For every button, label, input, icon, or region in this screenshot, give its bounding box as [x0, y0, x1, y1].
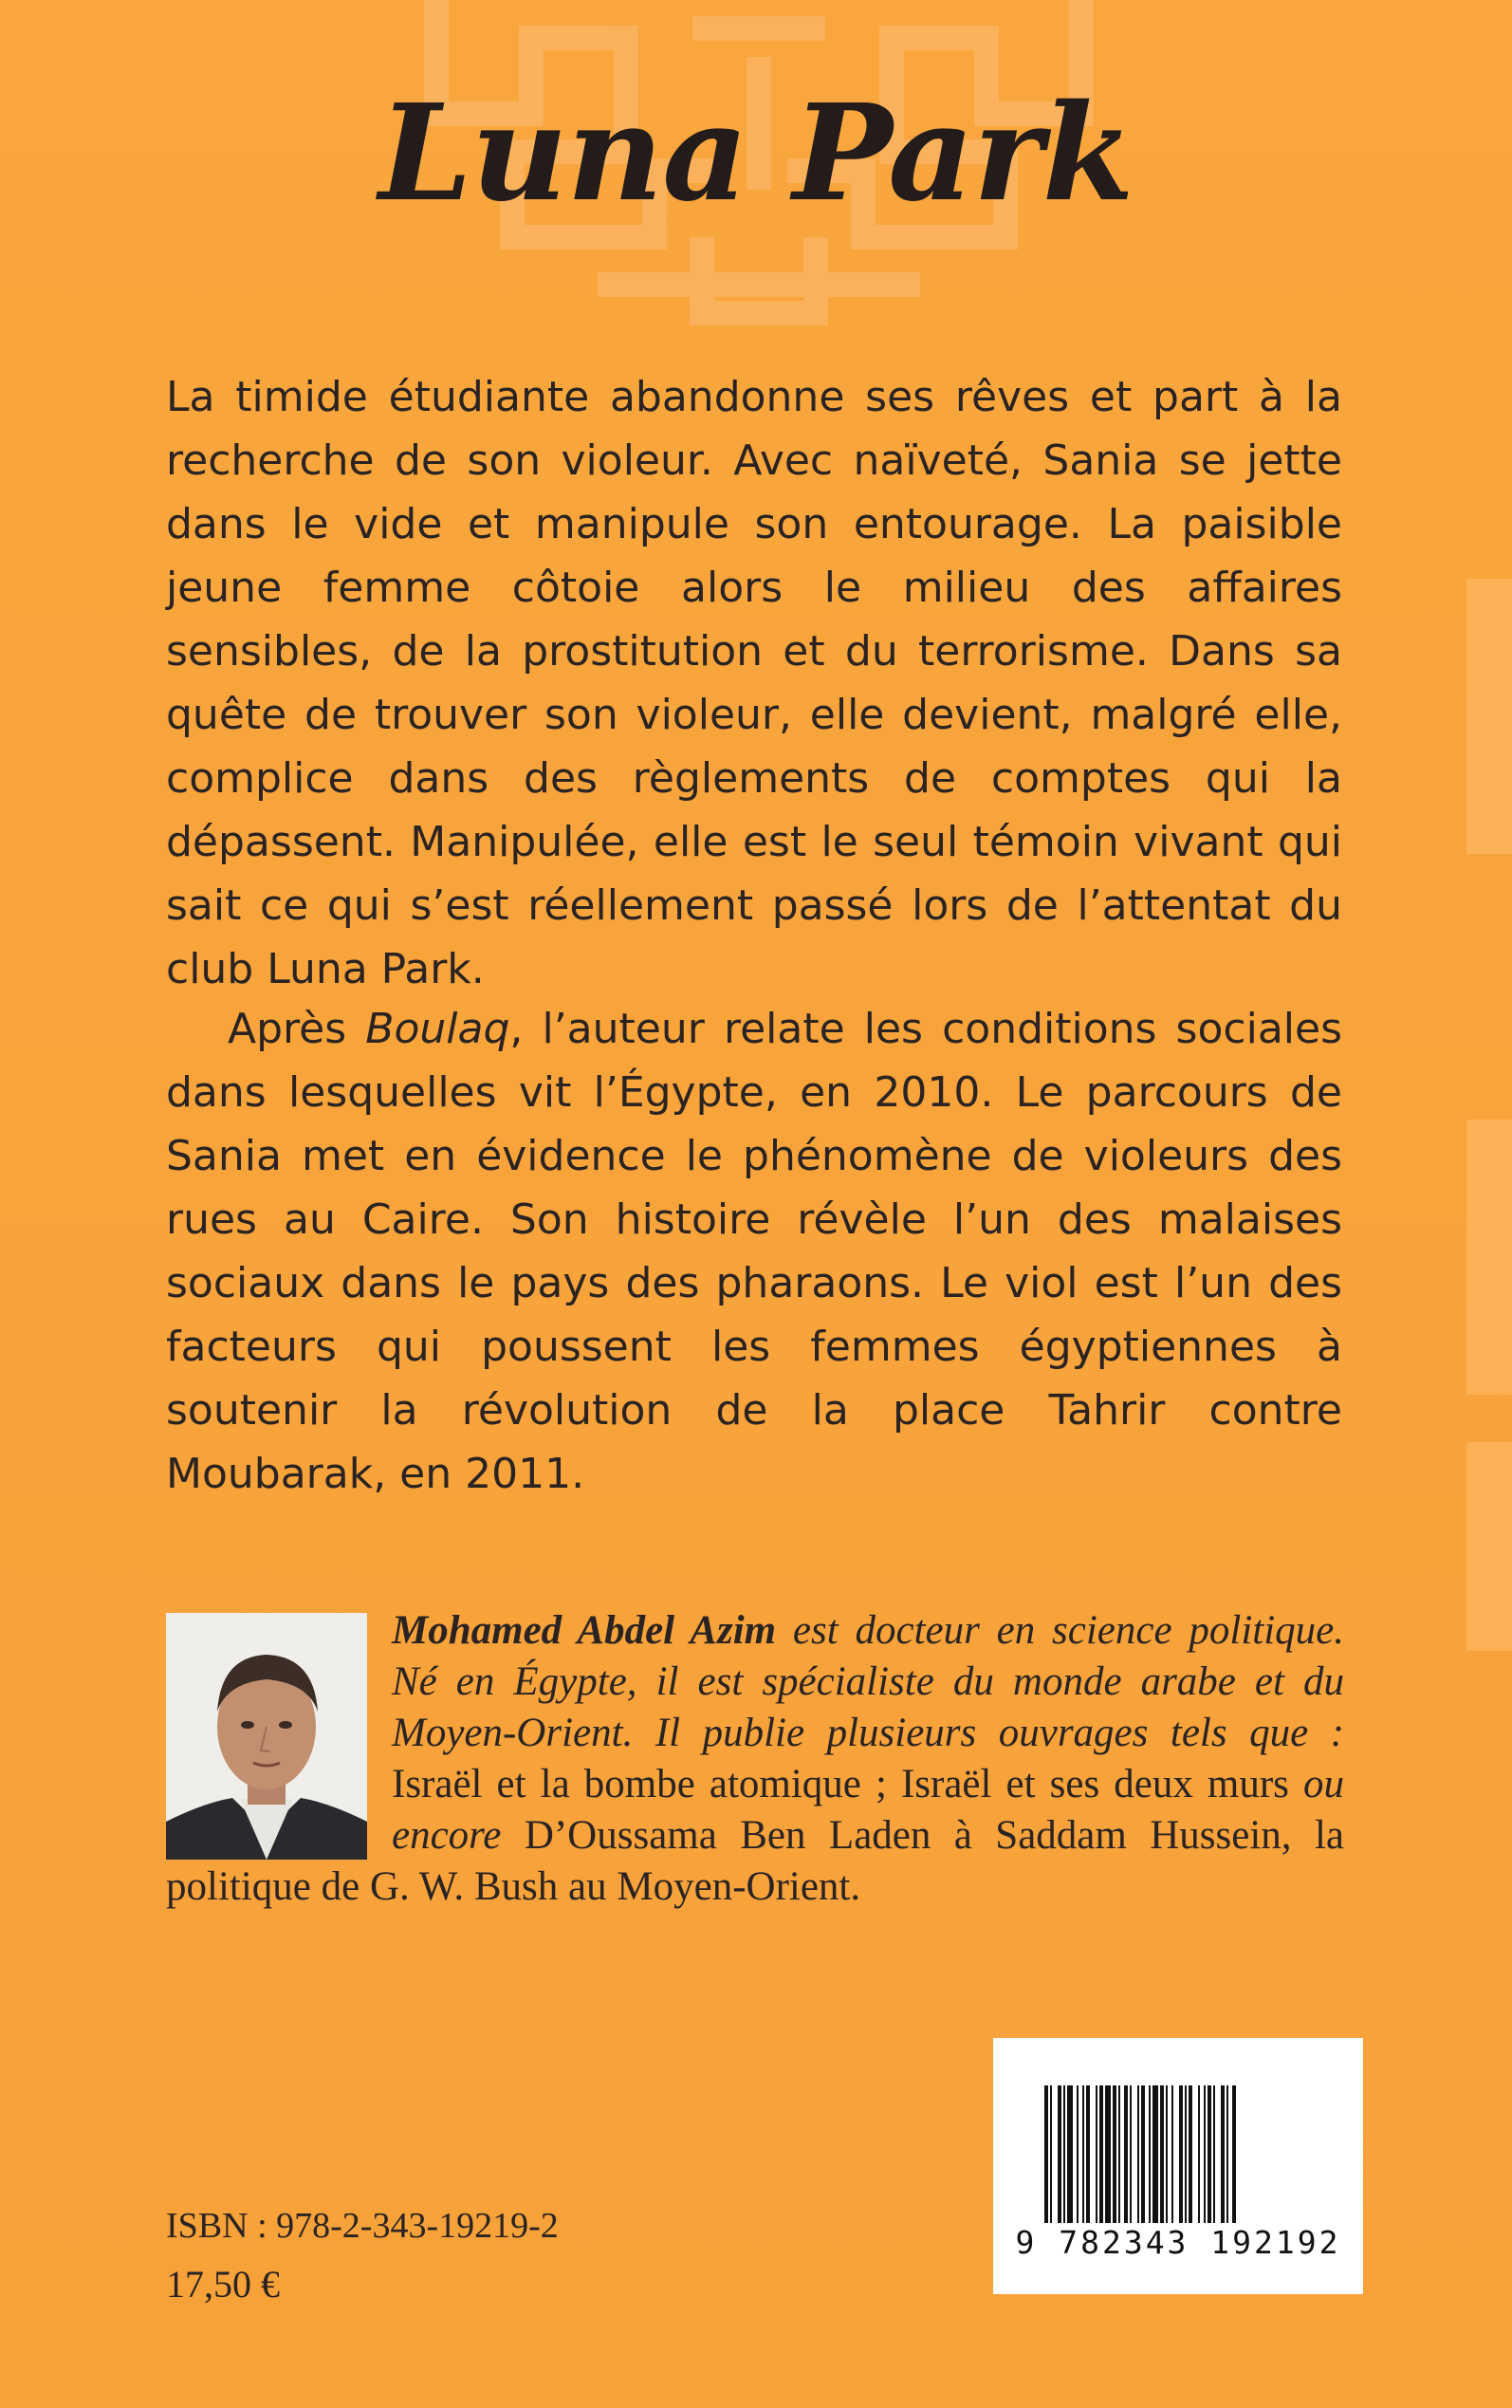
summary-text: , l’auteur relate les conditions sociales dans lesquelles vit l’Égypte, en 2010. Le parcours de Sania met en évidence le phénomène de violeurs des rues au Caire. Son histoire révèle l’un des malaises sociaux dans le pays des pharaons. Le viol est l’un des facteurs qui poussent les femmes égyptiennes à soutenir la révolution de la place Tahrir contre Moubarak, en 2011. — [166, 1005, 1342, 1498]
barcode — [993, 2038, 1363, 2294]
summary-paragraph: La timide étudiante abandonne ses rêves et part à la recherche de son violeur. Avec naïveté, Sania se jette dans le vide et manipule son entourage. La paisible jeune femme côtoie alors le milieu des affaires sensibles, de la prostitution et du terrorisme. Dans sa quête de trouver son violeur, elle devient, malgré elle, complice dans des règlements de comptes qui la dépassent. Manipulée, elle est le seul témoin vivant qui sait ce qui s’est réellement passé lors de l’attentat du club Luna Park. — [166, 373, 1342, 993]
isbn: ISBN : 978-2-343-19219-2 — [166, 2206, 559, 2246]
cited-book-title: Boulaq — [365, 1005, 510, 1053]
author-bio-text: ou encore — [392, 1762, 1344, 1858]
book-title: Luna Park — [378, 76, 1134, 232]
side-decoration — [1466, 579, 1512, 854]
summary-text: Après — [228, 1005, 366, 1053]
author-work: Israël et la bombe atomique ; Israël et ses deux murs — [392, 1762, 1289, 1806]
barcode-icon — [1044, 2085, 1312, 2223]
author-name: Mohamed Abdel Azim — [392, 1608, 777, 1653]
summary-paragraph — [166, 997, 1342, 1506]
side-decoration — [1466, 1442, 1512, 1651]
side-decoration — [1466, 1120, 1512, 1395]
author-work: D’Oussama Ben Laden à Saddam Hussein, la politique de G. W. Bush au Moyen-Orient. — [166, 1813, 1344, 1909]
author-bio — [166, 1605, 1344, 1913]
author-bio-text: est docteur en science politique. Né en Égypte, il est spécialiste du monde arabe et du Moyen-Orient. Il publie plusieurs ouvrages tels que : — [392, 1608, 1344, 1755]
price: 17,50 € — [166, 2263, 280, 2306]
barcode-number: 9 782343 192192 — [1015, 2224, 1341, 2261]
